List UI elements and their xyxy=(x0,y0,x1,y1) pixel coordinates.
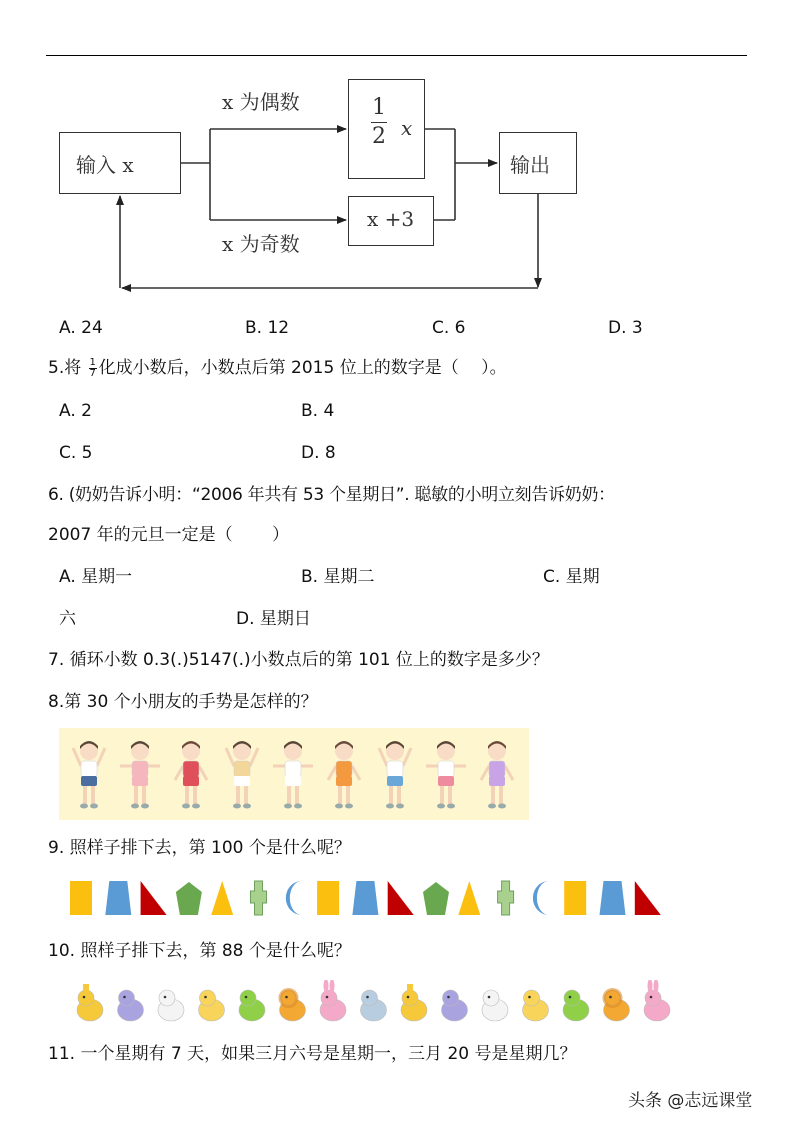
q7-question: 7. 循环小数 0.3(.)5147(.)小数点后的第 101 位上的数字是多少？ xyxy=(48,650,549,670)
half-var: x xyxy=(401,116,413,140)
input-label: 输入 x xyxy=(76,153,134,177)
q6-line1: 6. (奶奶告诉小明：“2006 年共有 53 个星期日”. 聪敏的小明立刻告诉奶奶： xyxy=(48,485,615,505)
q11-question: 11. 一个星期有 7 天，如果三月六号是星期一，三月 20 号是星期几？ xyxy=(48,1044,577,1064)
q6-option-c-cont: 六 xyxy=(59,609,76,629)
q8-question: 8.第 30 个小朋友的手势是怎样的？ xyxy=(48,692,318,712)
half-numerator: 1 xyxy=(372,95,386,120)
q5-option-a[interactable]: A. 2 xyxy=(59,401,92,421)
child-figure xyxy=(273,736,313,814)
q4-option-c[interactable]: C. 6 xyxy=(432,318,466,338)
q4-option-b[interactable]: B. 12 xyxy=(245,318,290,338)
even-branch-label: x 为偶数 xyxy=(222,90,300,114)
q6-option-d[interactable]: D. 星期日 xyxy=(236,609,311,629)
shape-sequence-image xyxy=(68,878,668,918)
children-gesture-image xyxy=(59,728,529,820)
q5-text: 化成小数后，小数点后第 2015 位上的数字是（ ）。 xyxy=(98,358,507,378)
q5-option-d[interactable]: D. 8 xyxy=(301,443,336,463)
child-figure xyxy=(120,736,160,814)
child-figure xyxy=(171,736,211,814)
q6-option-c[interactable]: C. 星期 xyxy=(543,567,600,587)
q6-option-a[interactable]: A. 星期一 xyxy=(59,567,133,587)
q4-option-d[interactable]: D. 3 xyxy=(608,318,643,338)
animal-sequence-image xyxy=(68,980,673,1026)
watermark: 头条 @志远课堂 xyxy=(628,1091,753,1111)
output-label: 输出 xyxy=(510,153,550,177)
q5-option-c[interactable]: C. 5 xyxy=(59,443,93,463)
output-box xyxy=(499,132,577,194)
q6-line2: 2007 年的元旦一定是（ ） xyxy=(48,525,290,545)
q5-option-b[interactable]: B. 4 xyxy=(301,401,335,421)
plus-three-label: x +3 xyxy=(367,207,415,231)
q5-question xyxy=(48,357,507,379)
q9-question: 9. 照样子排下去，第 100 个是什么呢？ xyxy=(48,838,351,858)
q4-option-a[interactable]: A. 24 xyxy=(59,318,103,338)
child-figure xyxy=(477,736,517,814)
half-x-box xyxy=(348,79,425,179)
plus-three-box xyxy=(348,196,434,246)
child-figure xyxy=(324,736,364,814)
input-box xyxy=(59,132,181,194)
shape-sequence xyxy=(68,878,668,918)
child-figure xyxy=(375,736,415,814)
q5-prefix: 5.将 xyxy=(48,358,82,378)
q5-fraction: $\frac{1}{7}$ xyxy=(89,356,96,379)
q6-option-b[interactable]: B. 星期二 xyxy=(301,567,375,587)
odd-branch-label: x 为奇数 xyxy=(222,232,300,256)
half-denominator: 2 xyxy=(372,124,386,149)
child-figure xyxy=(222,736,262,814)
child-figure xyxy=(426,736,466,814)
animal-sequence xyxy=(68,980,673,1026)
q10-question: 10. 照样子排下去，第 88 个是什么呢？ xyxy=(48,941,351,961)
child-figure xyxy=(69,736,109,814)
